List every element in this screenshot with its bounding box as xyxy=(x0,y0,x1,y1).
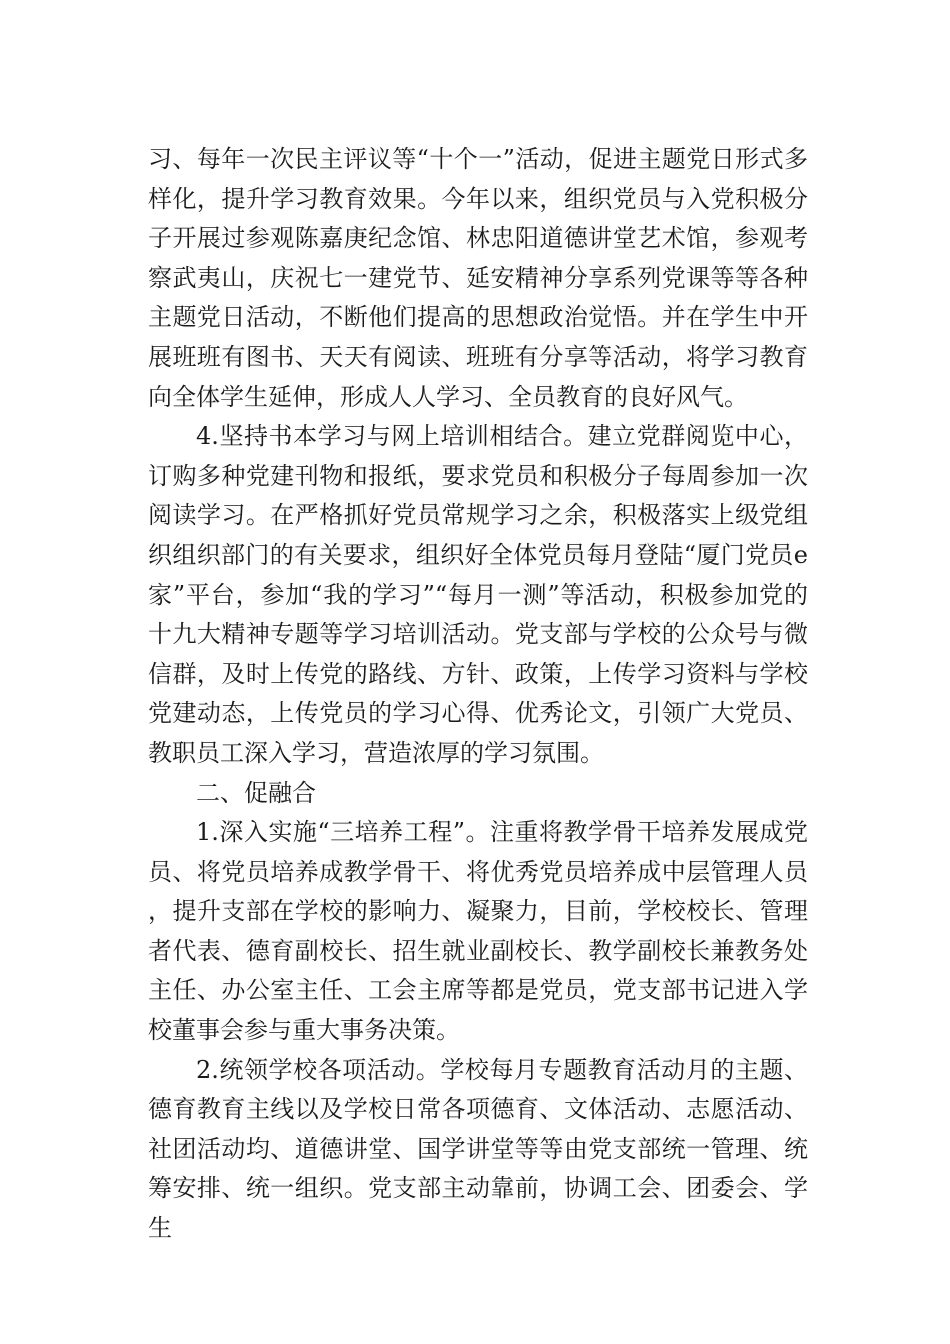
section-heading: 二、促融合 xyxy=(196,778,316,807)
document-page xyxy=(148,140,808,1249)
paragraph-4: 2.统领学校各项活动。学校每月专题教育活动月的主题、德育教育主线以及学校日常各项德育、文体活动、志愿活动、社团活动均、道德讲堂、国学讲堂等等由党支部统一管理、统筹安排、统一组织。党支部主动靠前，协调工会、团委会、学生 xyxy=(148,1055,808,1243)
paragraph-3: 1.深入实施“三培养工程”。注重将教学骨干培养发展成党员、将党员培养成教学骨干、将优秀党员培养成中层管理人员，提升支部在学校的影响力、凝聚力，目前，学校校长、管理者代表、德育副校长、招生就业副校长、教学副校长兼教务处主任、办公室主任、工会主席等都是党员，党支部书记进入学校董事会参与重大事务决策。 xyxy=(148,818,808,1045)
paragraph-1: 习、每年一次民主评议等“十个一”活动，促进主题党日形式多样化，提升学习教育效果。今年以来，组织党员与入党积极分子开展过参观陈嘉庚纪念馆、林忠阳道德讲堂艺术馆，参观考察武夷山，庆祝七一建党节、延安精神分享系列党课等等各种主题党日活动，不断他们提高的思想政治觉悟。并在学生中开展班班有图书、天天有阅读、班班有分享等活动，将学习教育向全体学生延伸，形成人人学习、全员教育的良好风气。 xyxy=(148,145,808,411)
paragraph-2: 4.坚持书本学习与网上培训相结合。建立党群阅览中心，订购多种党建刊物和报纸，要求党员和积极分子每周参加一次阅读学习。在严格抓好党员常规学习之余，积极落实上级党组织组织部门的有关要求，组织好全体党员每月登陆“厦门党员e家”平台，参加“我的学习”“每月一测”等活动，积极参加党的十九大精神专题等学习培训活动。党支部与学校的公众号与微信群，及时上传党的路线、方针、政策，上传学习资料与学校党建动态，上传党员的学习心得、优秀论文，引领广大党员、教职员工深入学习，营造浓厚的学习氛围。 xyxy=(148,422,808,767)
